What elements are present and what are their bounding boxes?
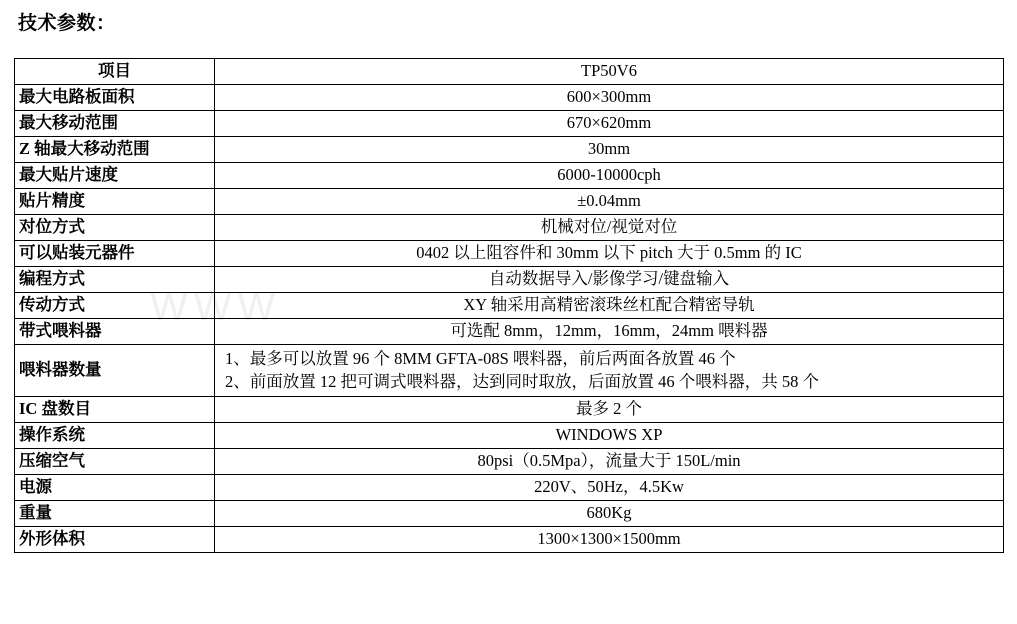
row-value: 670×620mm <box>215 111 1004 137</box>
table-row <box>15 137 1004 163</box>
specification-table <box>14 58 1004 553</box>
table-row <box>15 189 1004 215</box>
table-row <box>15 293 1004 319</box>
row-label: 喂料器数量 <box>15 345 215 397</box>
row-label: 外形体积 <box>15 527 215 553</box>
row-value: 机械对位/视觉对位 <box>215 215 1004 241</box>
table-row <box>15 111 1004 137</box>
table-row <box>15 267 1004 293</box>
table-row <box>15 85 1004 111</box>
row-label: 操作系统 <box>15 423 215 449</box>
row-value: ±0.04mm <box>215 189 1004 215</box>
row-value: 6000-10000cph <box>215 163 1004 189</box>
row-value: 可选配 8mm，12mm，16mm，24mm 喂料器 <box>215 319 1004 345</box>
row-label: 最大电路板面积 <box>15 85 215 111</box>
table-row <box>15 319 1004 345</box>
table-row <box>15 527 1004 553</box>
row-label: 最大贴片速度 <box>15 163 215 189</box>
row-value: WINDOWS XP <box>215 423 1004 449</box>
row-value-line: 1、最多可以放置 96 个 8MM GFTA-08S 喂料器，前后两面各放置 46 个 <box>225 349 736 369</box>
header-cell-item: 项目 <box>15 59 215 85</box>
row-value: XY 轴采用高精密滚珠丝杠配合精密导轨 <box>215 293 1004 319</box>
table-row <box>15 501 1004 527</box>
row-label: 可以贴装元器件 <box>15 241 215 267</box>
row-value: 80psi（0.5Mpa），流量大于 150L/min <box>215 449 1004 475</box>
watermark-text: WWW <box>150 285 282 329</box>
row-value: 0402 以上阻容件和 30mm 以下 pitch 大于 0.5mm 的 IC <box>215 241 1004 267</box>
table-row <box>15 397 1004 423</box>
table-row <box>15 423 1004 449</box>
row-value <box>215 345 1004 397</box>
row-label: 贴片精度 <box>15 189 215 215</box>
row-value-line: 2、前面放置 12 把可调式喂料器，达到同时取放，后面放置 46 个喂料器，共 58 个 <box>225 371 819 391</box>
row-label: 重量 <box>15 501 215 527</box>
table-body <box>15 59 1004 553</box>
row-label: 带式喂料器 <box>15 319 215 345</box>
table-row <box>15 475 1004 501</box>
page-title: 技术参数： <box>18 13 116 34</box>
table-header-row <box>15 59 1004 85</box>
row-label: 电源 <box>15 475 215 501</box>
row-label: Z 轴最大移动范围 <box>15 137 215 163</box>
table-row <box>15 449 1004 475</box>
row-value: 680Kg <box>215 501 1004 527</box>
row-value: 1300×1300×1500mm <box>215 527 1004 553</box>
table-row <box>15 163 1004 189</box>
row-value: 220V、50Hz，4.5Kw <box>215 475 1004 501</box>
row-value: 自动数据导入/影像学习/键盘输入 <box>215 267 1004 293</box>
row-label: 传动方式 <box>15 293 215 319</box>
row-label: 对位方式 <box>15 215 215 241</box>
row-value: 600×300mm <box>215 85 1004 111</box>
table-row <box>15 241 1004 267</box>
row-label: 编程方式 <box>15 267 215 293</box>
row-value: 30mm <box>215 137 1004 163</box>
row-label: IC 盘数目 <box>15 397 215 423</box>
row-label: 压缩空气 <box>15 449 215 475</box>
header-cell-model: TP50V6 <box>215 59 1004 85</box>
row-value: 最多 2 个 <box>215 397 1004 423</box>
table-row <box>15 215 1004 241</box>
table-row <box>15 345 1004 397</box>
row-label: 最大移动范围 <box>15 111 215 137</box>
